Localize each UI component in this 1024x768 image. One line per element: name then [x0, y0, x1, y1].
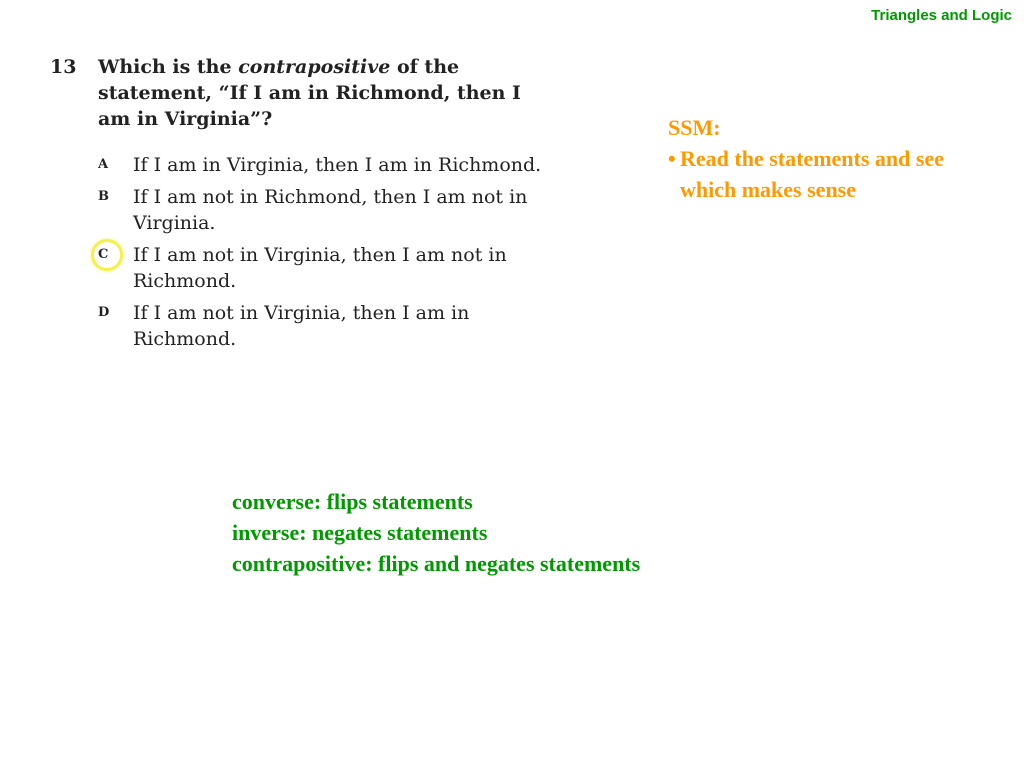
choice-b[interactable] — [98, 184, 570, 236]
ssm-note — [668, 112, 968, 205]
choice-text: If I am in Virginia, then I am in Richmond. — [133, 154, 542, 176]
answer-choices — [98, 152, 570, 352]
choice-d[interactable] — [98, 300, 570, 352]
definition-converse: converse: flips statements — [232, 489, 473, 514]
ssm-tip: Read the statements and see which makes sense — [680, 146, 944, 202]
question-prefix: Which is the — [98, 56, 239, 78]
question-number: 13 — [50, 56, 77, 78]
choice-letter: C — [98, 247, 109, 262]
definition-inverse: inverse: negates statements — [232, 520, 488, 545]
question-block — [50, 54, 570, 358]
bullet-icon: • — [668, 146, 676, 171]
question-emphasis: contrapositive — [238, 56, 391, 78]
slide-title: Triangles and Logic — [871, 7, 1012, 24]
question-suffix: of the statement, “If I am in Richmond, then I am in Virginia”? — [98, 56, 521, 130]
choice-letter: D — [98, 305, 110, 320]
choice-letter: A — [98, 157, 109, 172]
choice-c[interactable] — [98, 242, 570, 294]
ssm-label: SSM: — [668, 115, 721, 140]
choice-a[interactable] — [98, 152, 570, 178]
question-text — [98, 54, 553, 132]
answer-highlight-circle-icon — [91, 239, 123, 271]
question-header — [50, 54, 570, 132]
choice-text: If I am not in Richmond, then I am not in Virginia. — [133, 186, 528, 234]
choice-text: If I am not in Virginia, then I am not in Richmond. — [133, 244, 507, 292]
definition-contrapositive: contrapositive: flips and negates statements — [232, 551, 641, 576]
choice-text: If I am not in Virginia, then I am in Richmond. — [133, 302, 470, 350]
ssm-bullet-item — [668, 143, 968, 205]
choice-letter: B — [98, 189, 109, 204]
definitions — [232, 486, 640, 579]
